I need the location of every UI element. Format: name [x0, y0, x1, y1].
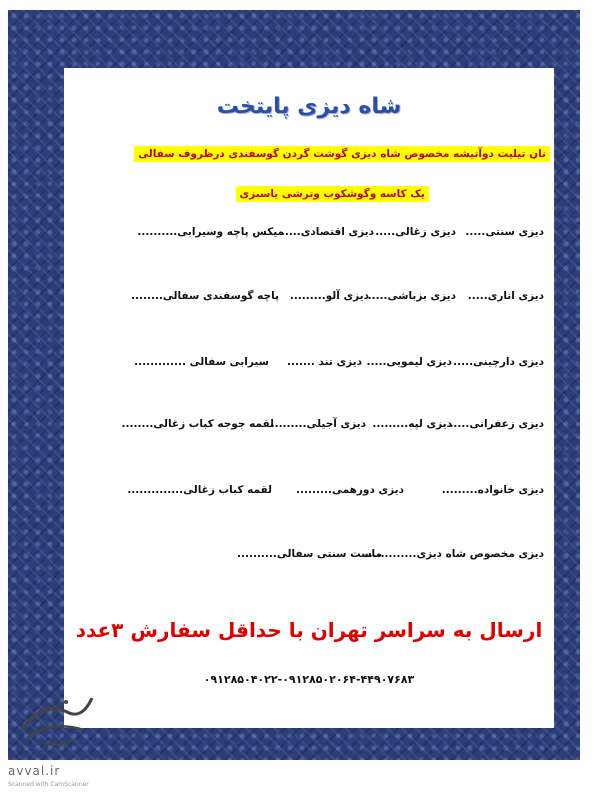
- menu-item: دیزی تند .......: [286, 356, 362, 368]
- menu-item: دیزی اقتصادی.....: [280, 226, 374, 238]
- menu-item: دیزی زغالی.....: [375, 226, 456, 238]
- menu-item: لقمه کباب زغالی..............: [127, 484, 272, 496]
- scanner-note: Scanned with CamScanner: [8, 781, 89, 788]
- menu-item: پاچه گوسفندی سفالی........: [131, 290, 279, 302]
- menu-item: دیزی لیمویی.....: [366, 356, 452, 368]
- menu-item: ماست سنتی سفالی..........: [237, 548, 382, 560]
- menu-item: دیزی بزباشی.....: [367, 290, 456, 302]
- menu-item: دیزی سنتی.....: [465, 226, 544, 238]
- highlight-features: نان تیلیت دوآتیشه مخصوص شاه دیزی گوشت گردن گوسفندی درظروف سفالی: [134, 146, 550, 162]
- delivery-announcement: ارسال به سراسر تهران با حداقل سفارش ۳عدد: [75, 618, 543, 642]
- flyer-content: [64, 68, 554, 728]
- menu-item: لقمه جوجه کباب زغالی........: [121, 418, 274, 430]
- site-watermark: avval.ir: [8, 764, 61, 778]
- menu-item: دیزی آجیلی.........: [270, 418, 366, 430]
- menu-item: دیزی خانواده.........: [441, 484, 544, 496]
- menu-item: دیزی دورهمی.........: [296, 484, 404, 496]
- menu-item: دیزی زعفرانی.....: [449, 418, 544, 430]
- menu-item: میکس پاچه وسیرابی..........: [137, 226, 284, 238]
- menu-item: دیزی لپه.........: [372, 418, 452, 430]
- ketab-avval-logo: [12, 690, 102, 750]
- phone-numbers: ۰۹۱۲۸۵۰۴۰۲۲-۰۹۱۲۸۵۰۲۰۶۴-۴۴۹۰۷۶۸۳: [203, 673, 415, 686]
- decorative-border-frame: [8, 10, 580, 760]
- restaurant-title: شاه دیزی پایتخت: [216, 94, 402, 119]
- menu-item: دیزی مخصوص شاه دیزی.............: [364, 548, 544, 560]
- menu-item: دیزی دارچینی.....: [453, 356, 544, 368]
- menu-item: دیزی اناری.....: [467, 290, 544, 302]
- highlight-extras: یک کاسه وگوشکوب وترشی یاسبزی: [236, 186, 429, 202]
- menu-item: دیزی آلو.........: [289, 290, 369, 302]
- menu-item: سیرابی سفالی .............: [134, 356, 269, 368]
